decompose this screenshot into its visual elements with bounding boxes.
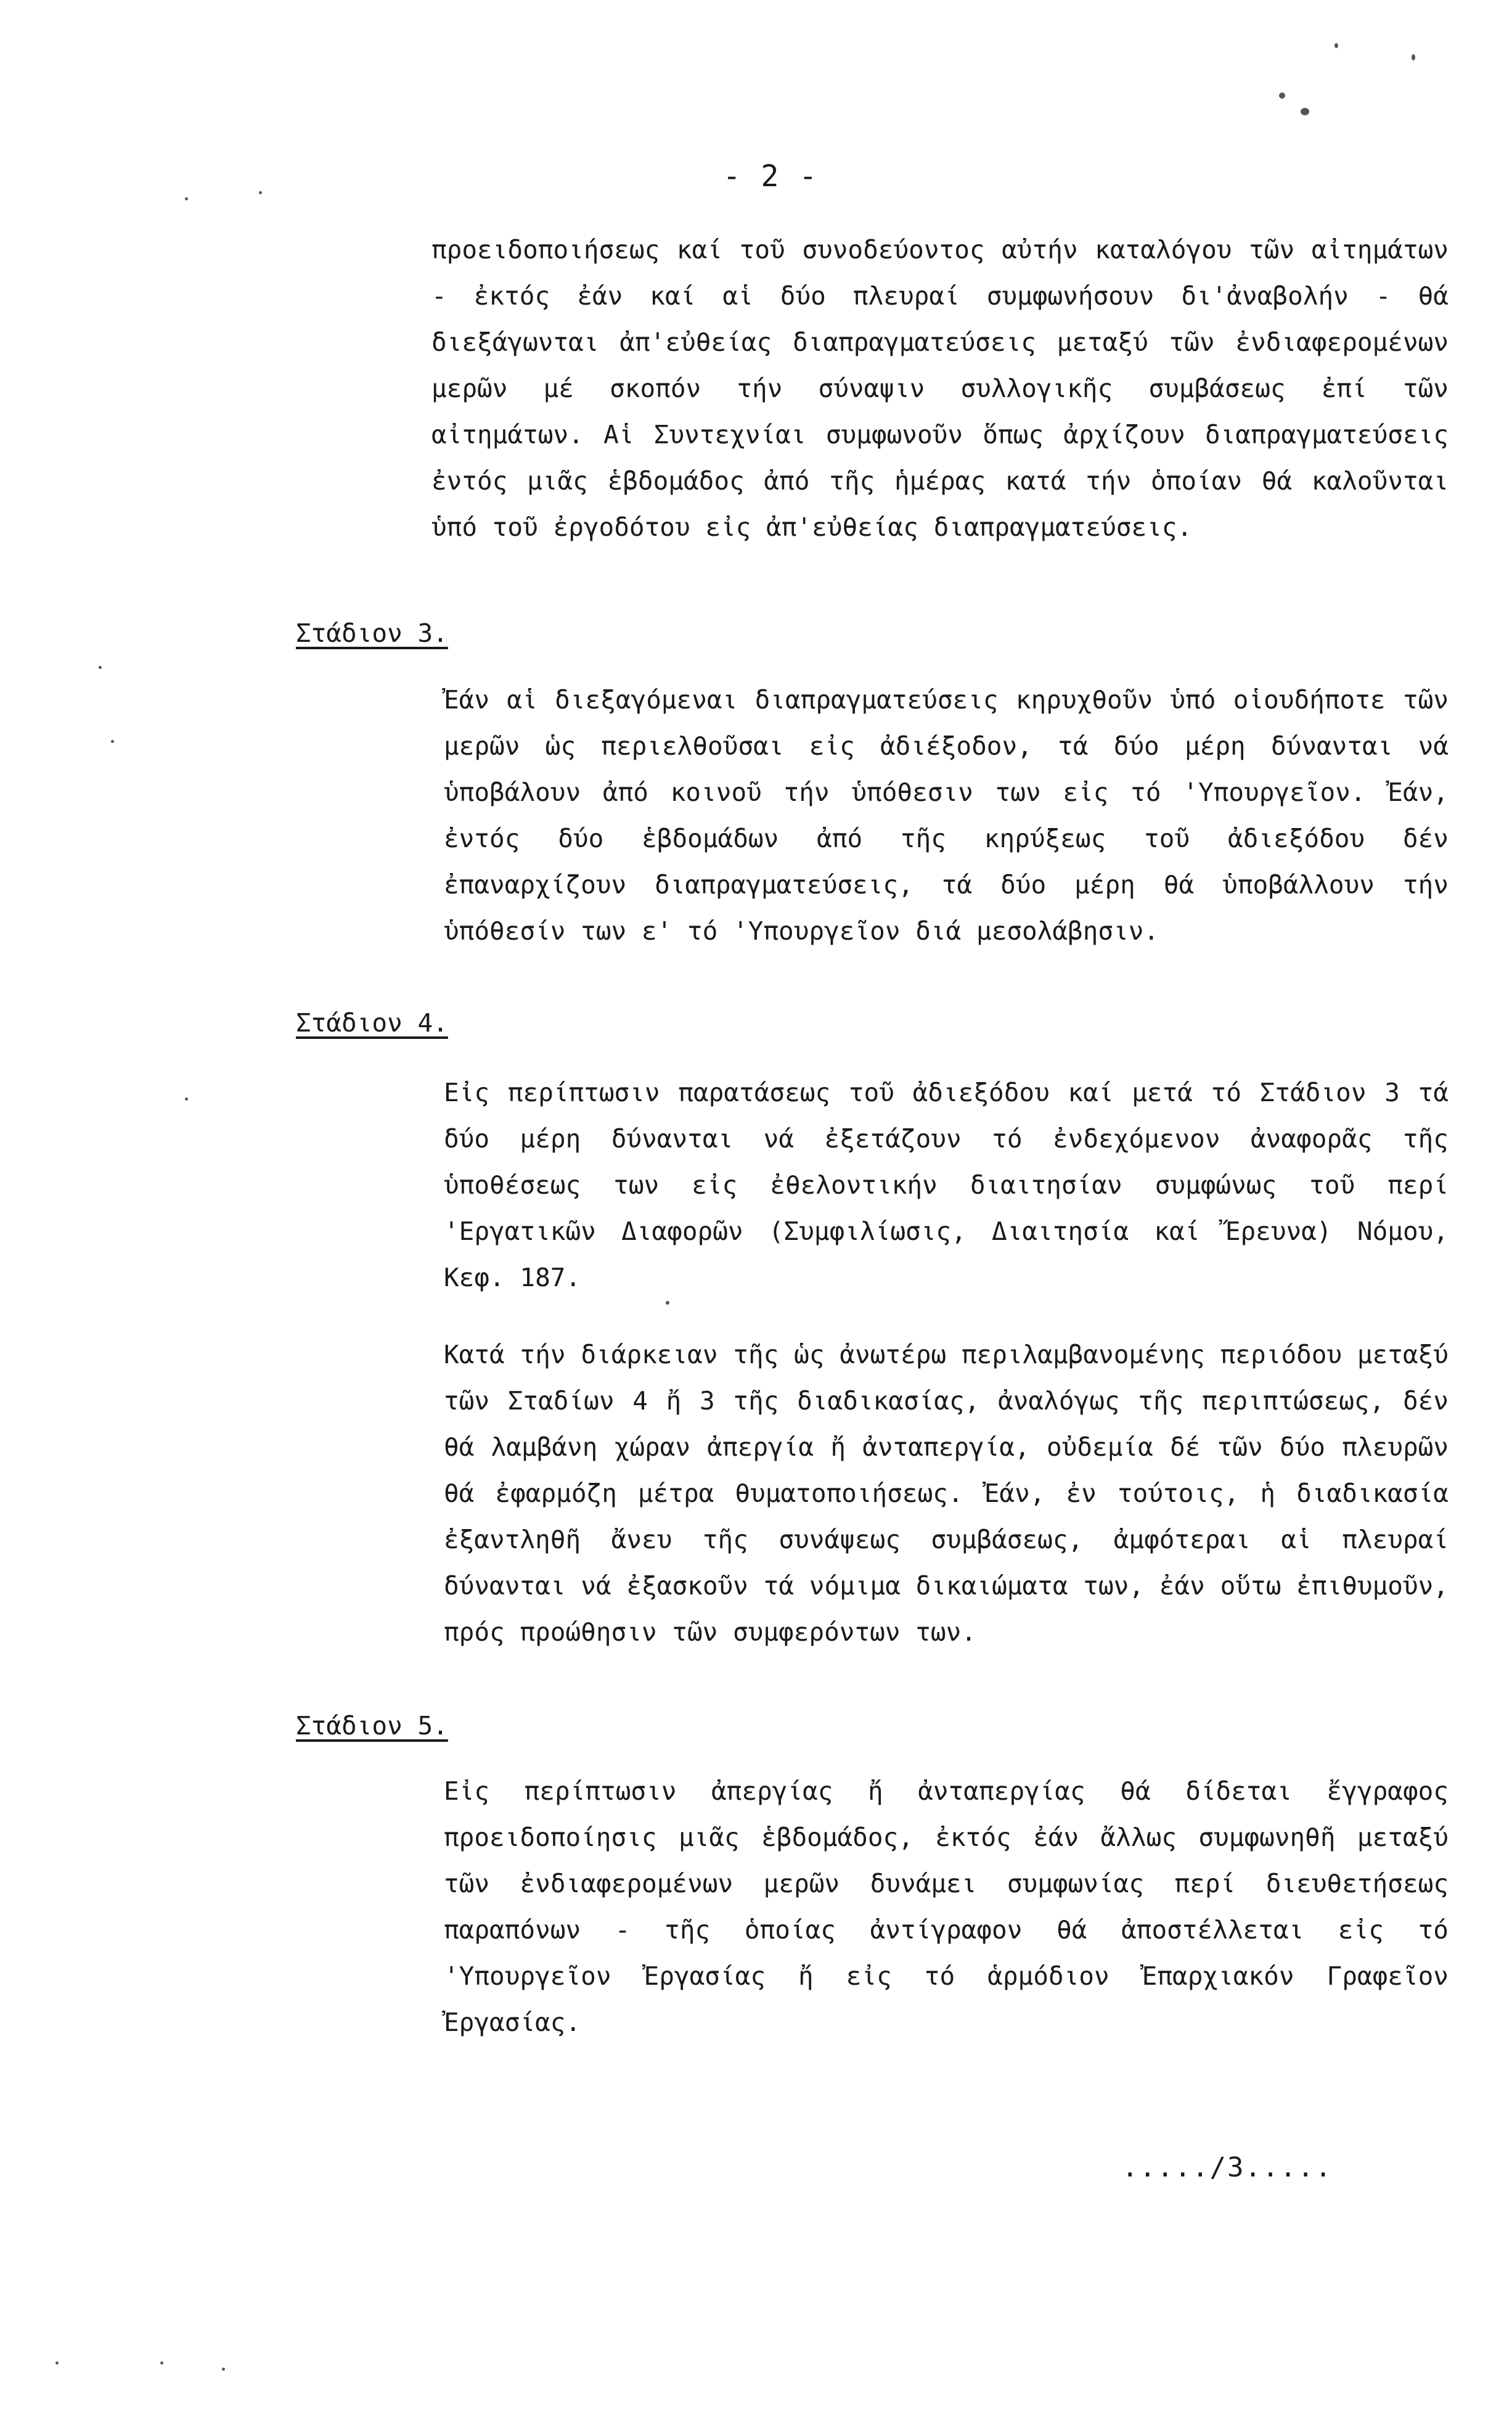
scan-speck: [185, 1097, 188, 1101]
section-paragraph-stadion-3: Ἐάν αἱ διεξαγόμεναι διαπραγματεύσεις κηρυχθοῦν ὑπό οἱουδήποτε τῶν μερῶν ὡς περιελθοῦσαι εἰς ἀδιέξοδον, τά δύο μέρη δύνανται νά ὑποβάλουν ἀπό κοινοῦ τήν ὑπόθεσιν των εἰς τό 'Υπουργεῖον. Ἐάν, ἐντός δύο ἑβδομάδων ἀπό τῆς κηρύξεως τοῦ ἀδιεξόδου δέν ἐπαναρχίζουν διαπραγματεύσεις, τά δύο μέρη θά ὑποβάλλουν τήν ὑπόθεσίν των ε' τό 'Υπουργεῖον διά μεσολάβησιν.: [444, 685, 1449, 946]
scan-speck: [1301, 108, 1309, 115]
scan-speck: [1412, 54, 1415, 60]
scan-speck: [259, 191, 262, 194]
scan-speck: [222, 2368, 225, 2371]
intro-paragraph: προειδοποιήσεως καί τοῦ συνοδεύοντος αὐτήν καταλόγου τῶν αἰτημάτων - ἐκτός ἐάν καί αἱ δύο πλευραί συμφωνήσουν δι'ἀναβολήν - θά διεξάγωνται ἀπ'εὐθείας διαπραγματεύσεις μεταξύ τῶν ἐνδιαφερομένων μερῶν μέ σκοπόν τήν σύναψιν συλλογικῆς συμβάσεως ἐπί τῶν αἰτημάτων. Αἱ Συντεχνίαι συμφωνοῦν ὅπως ἀρχίζουν διαπραγματεύσεις ἐντός μιᾶς ἑβδομάδος ἀπό τῆς ἡμέρας κατά τήν ὁποίαν θά καλοῦνται ὑπό τοῦ ἐργοδότου εἰς ἀπ'εὐθείας διαπραγματεύσεις.: [431, 235, 1449, 542]
scan-speck: [160, 2361, 163, 2365]
scan-speck: [111, 740, 114, 743]
scan-speck: [185, 197, 188, 200]
scan-speck: [1279, 92, 1285, 99]
section-paragraph-stadion-5: Εἰς περίπτωσιν ἀπεργίας ἤ ἀνταπεργίας θά δίδεται ἔγγραφος προειδοποίησις μιᾶς ἑβδομάδος, ἐκτός ἐάν ἄλλως συμφωνηθῆ μεταξύ τῶν ἐνδιαφερομένων μερῶν δυνάμει συμφωνίας περί διευθετήσεως παραπόνων - τῆς ὁποίας ἀντίγραφον θά ἀποστέλλεται εἰς τό 'Υπουργεῖον Ἐργασίας ἤ εἰς τό ἁρμόδιον Ἐπαρχιακόν Γραφεῖον Ἐργασίας.: [444, 1776, 1449, 2037]
section-heading-stadion-5: Στάδιον 5.: [296, 1711, 448, 1741]
scan-speck: [99, 666, 102, 669]
section-paragraph-stadion-4-b: Κατά τήν διάρκειαν τῆς ὡς ἀνωτέρω περιλαμβανομένης περιόδου μεταξύ τῶν Σταδίων 4 ἤ 3 τῆς διαδικασίας, ἀναλόγως τῆς περιπτώσεως, δέν θά λαμβάνη χώραν ἀπεργία ἤ ἀνταπεργία, οὐδεμία δέ τῶν δύο πλευρῶν θά ἐφαρμόζη μέτρα θυματοποιήσεως. Ἐάν, ἐν τούτοις, ἡ διαδικασία ἐξαντληθῆ ἄνευ τῆς συνάψεως συμβάσεως, ἀμφότεραι αἱ πλευραί δύνανται νά ἐξασκοῦν τά νόμιμα δικαιώματα των, ἐάν οὕτω ἐπιθυμοῦν, πρός προώθησιν τῶν συμφερόντων των.: [444, 1340, 1449, 1647]
continuation-marker: ...../3.....: [1122, 2152, 1333, 2183]
section-paragraph-stadion-4-a: Εἰς περίπτωσιν παρατάσεως τοῦ ἀδιεξόδου καί μετά τό Στάδιον 3 τά δύο μέρη δύνανται νά ἐξετάζουν τό ἐνδεχόμενον ἀναφορᾶς τῆς ὑποθέσεως των εἰς ἐθελοντικήν διαιτησίαν συμφώνως τοῦ περί 'Εργατικῶν Διαφορῶν (Συμφιλίωσις, Διαιτησία καί Ἔρευνα) Νόμου, Κεφ. 187.: [444, 1078, 1449, 1292]
section-heading-stadion-4: Στάδιον 4.: [296, 1008, 448, 1038]
scan-speck: [55, 2361, 59, 2365]
scan-speck: [1334, 43, 1338, 48]
page-number: - 2 -: [722, 159, 819, 194]
scan-speck: [666, 1301, 669, 1305]
section-heading-stadion-3: Στάδιον 3.: [296, 618, 448, 648]
